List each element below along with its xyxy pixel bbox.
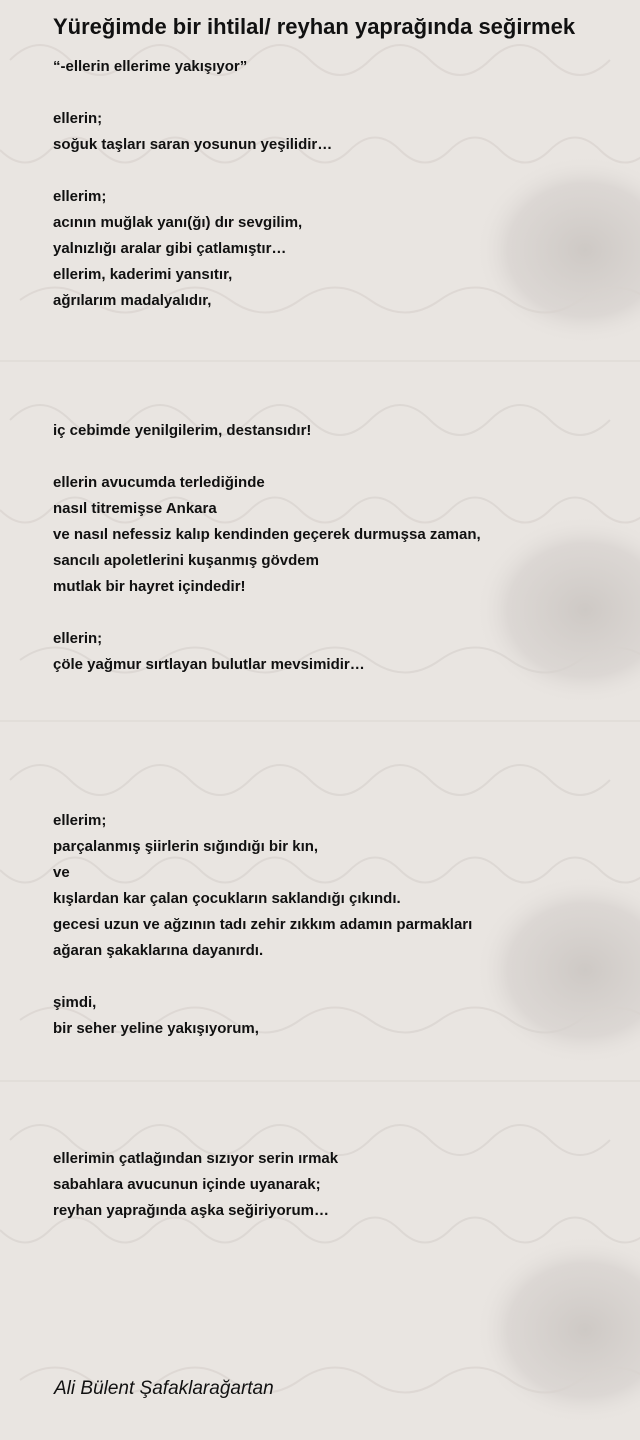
poem-line <box>53 366 633 392</box>
poem-line <box>53 756 633 782</box>
poem-line <box>53 1068 633 1094</box>
poem-line: ve nasıl nefessiz kalıp kendinden geçerek durmuşsa zaman, <box>53 526 481 543</box>
poem-line: ellerim, kaderimi yansıtır, <box>53 266 233 283</box>
poem-line: şimdi, <box>53 994 97 1011</box>
poem-line <box>53 1094 633 1120</box>
poem-line: sancılı apoletlerini kuşanmış gövdem <box>53 552 319 569</box>
poem-line: acının muğlak yanı(ğı) dır sevgilim, <box>53 214 303 231</box>
poem-line <box>53 80 633 106</box>
poem-line: nasıl titremişse Ankara <box>53 500 217 517</box>
poem-line: ellerin avucumda terlediğinde <box>53 474 265 491</box>
poem-line: ve <box>53 864 70 881</box>
poem-line: bir seher yeline yakışıyorum, <box>53 1020 259 1037</box>
poem-line <box>53 1042 633 1068</box>
poem-line: reyhan yaprağında aşka seğiriyorum… <box>53 1202 329 1219</box>
poem-author: Ali Bülent Şafaklarağartan <box>54 1378 274 1399</box>
poem-line: ellerimin çatlağından sızıyor serin ırmak <box>53 1150 339 1167</box>
poem-line <box>53 158 633 184</box>
poem-line: ellerim; <box>53 188 107 205</box>
poem-line: ağaran şakaklarına dayanırdı. <box>53 942 264 959</box>
poem-line: ellerin; <box>53 630 103 647</box>
poem-line: kışlardan kar çalan çocukların saklandığı çıkındı. <box>53 890 401 907</box>
poem-line: çöle yağmur sırtlayan bulutlar mevsimidir… <box>53 656 365 673</box>
poem-line: parçalanmış şiirlerin sığındığı bir kın, <box>53 838 319 855</box>
poem-line <box>53 1120 633 1146</box>
poem-line <box>53 730 633 756</box>
poem-title: Yüreğimde bir ihtilal/ reyhan yaprağında seğirmek <box>53 14 576 39</box>
poem-line <box>53 782 633 808</box>
poem-line: sabahlara avucunun içinde uyanarak; <box>53 1176 321 1193</box>
poem-line: iç cebimde yenilgilerim, destansıdır! <box>53 422 312 439</box>
poem-line <box>53 392 633 418</box>
poem-line <box>53 964 633 990</box>
poem-line: “-ellerin ellerime yakışıyor” <box>53 58 248 75</box>
poem-line <box>53 600 633 626</box>
poem-line: ağrılarım madalyalıdır, <box>53 292 212 309</box>
poem-line <box>53 704 633 730</box>
poem-line: ellerin; <box>53 110 103 127</box>
poem-body <box>53 54 633 1224</box>
poem-line: mutlak bir hayret içindedir! <box>53 578 246 595</box>
poem-line <box>53 444 633 470</box>
poem-line: ellerim; <box>53 812 107 829</box>
poem-line: gecesi uzun ve ağzının tadı zehir zıkkım adamın parmakları <box>53 916 473 933</box>
poem-line <box>53 340 633 366</box>
poem-line <box>53 678 633 704</box>
poem-line: soğuk taşları saran yosunun yeşilidir… <box>53 136 333 153</box>
poem-line: yalnızlığı aralar gibi çatlamıştır… <box>53 240 287 257</box>
poem-line <box>53 314 633 340</box>
